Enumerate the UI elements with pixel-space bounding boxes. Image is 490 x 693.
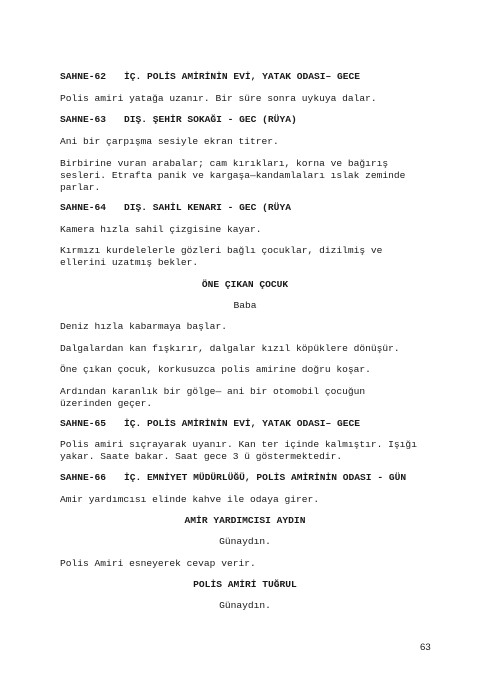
action-line: yakar. Saate bakar. Saat gece 3 ü göstermektedir. [60, 451, 343, 462]
action-line: Deniz hızla kabarmaya başlar. [60, 321, 227, 332]
scene-number: SAHNE-66 [60, 472, 107, 483]
page-number: 63 [420, 642, 431, 653]
character-name: ÖNE ÇIKAN ÇOCUK [201, 279, 289, 290]
character-name: POLİS AMİRİ TUĞRUL [193, 579, 297, 590]
scene-heading [60, 201, 291, 214]
action-line: Polis Amiri esneyerek cevap verir. [60, 558, 256, 569]
action-line: parlar. [60, 182, 101, 193]
scene-title: İÇ. POLİS AMİRİNİN EVİ, YATAK ODASI– GECE [124, 418, 361, 429]
action-line: Polis amiri yatağa uzanır. Bir süre sonra uykuya dalar. [60, 93, 377, 104]
action-line: Kamera hızla sahil çizgisine kayar. [60, 224, 262, 235]
action-line: Öne çıkan çocuk, korkusuzca polis amirine doğru koşar. [60, 364, 371, 375]
action-line: Polis amiri sıçrayarak uyanır. Kan ter içinde kalmıştır. Işığı [60, 439, 417, 450]
scene-title: DIŞ. SAHİL KENARI - GEC (RÜYA [124, 202, 291, 213]
action-line: Amir yardımcısı elinde kahve ile odaya girer. [60, 494, 320, 505]
scene-number: SAHNE-65 [60, 418, 107, 429]
scene-title: İÇ. EMNİYET MÜDÜRLÜĞÜ, POLİS AMİRİNİN ODASI - GÜN [124, 472, 407, 483]
scene-heading [60, 471, 406, 484]
action-line: ellerini uzatmış bekler. [60, 257, 199, 268]
scene-heading [60, 417, 360, 430]
action-line: sesleri. Etrafta panik ve kargaşa—kandamlaları ıslak zeminde [60, 170, 406, 181]
action-line: Ardından karanlık bir gölge— ani bir otomobil çocuğun [60, 386, 366, 397]
dialogue-line: Günaydın. [219, 536, 271, 547]
action-line: Dalgalardan kan fışkırır, dalgalar kızıl köpüklere dönüşür. [60, 343, 400, 354]
action-line: Ani bir çarpışma sesiyle ekran titrer. [60, 136, 279, 147]
scene-number: SAHNE-64 [60, 202, 107, 213]
character-name: AMİR YARDIMCISI AYDIN [184, 515, 306, 526]
dialogue-line: Baba [233, 300, 257, 311]
scene-title: İÇ. POLİS AMİRİNİN EVİ, YATAK ODASI– GECE [124, 71, 361, 82]
dialogue-line: Günaydın. [219, 600, 271, 611]
scene-heading [60, 113, 297, 126]
scene-number: SAHNE-62 [60, 71, 107, 82]
scene-title: DIŞ. ŞEHİR SOKAĞI - GEC (RÜYA) [124, 114, 297, 125]
scene-number: SAHNE-63 [60, 114, 107, 125]
action-line: üzerinden geçer. [60, 398, 153, 409]
scene-heading [60, 70, 360, 83]
action-line: Kırmızı kurdelelerle gözleri bağlı çocuklar, dizilmiş ve [60, 245, 383, 256]
action-line: Birbirine vuran arabalar; cam kırıkları, korna ve bağırış [60, 158, 389, 169]
